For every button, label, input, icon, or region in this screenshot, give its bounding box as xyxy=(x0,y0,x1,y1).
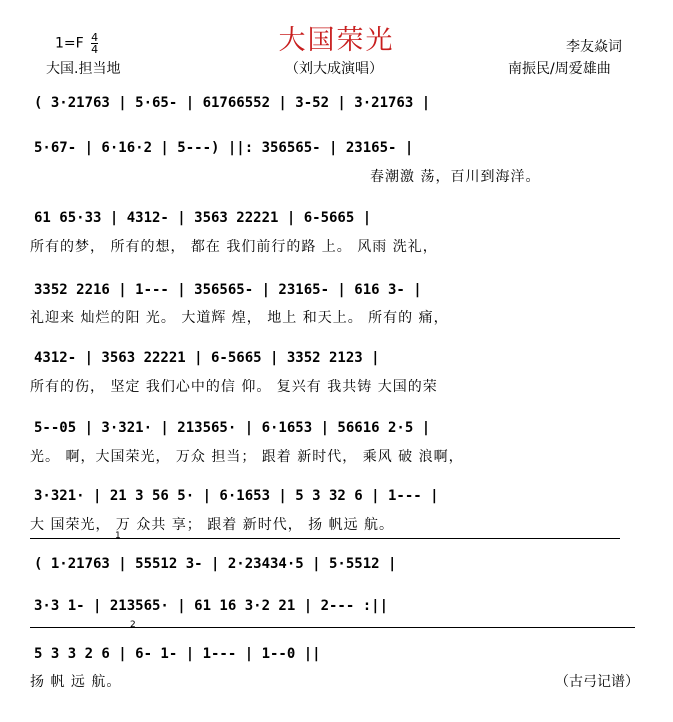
time-signature xyxy=(91,32,98,55)
lyrics-row-10: 扬 帆 远 航。 xyxy=(30,674,122,690)
lyrics-row-5: 所有的伤， 坚定 我们心中的信 仰。 复兴有 我共铸 大国的荣 xyxy=(30,379,438,395)
notation-row-8: ( 1·21763 | 55512 3- | 2·23434·5 | 5·5512 | xyxy=(34,556,397,572)
lyrics-row-2: 春潮激 荡，百川到海洋。 xyxy=(370,169,541,185)
notation-row-7: 3·321· | 21 3 56 5· | 6·1653 | 5 3 32 6 | 1--- | xyxy=(34,488,439,504)
volta-1-label: 1 xyxy=(115,531,121,541)
composer: 南振民/周爱雄曲 xyxy=(508,61,611,77)
lyrics-row-3: 所有的梦， 所有的想， 都在 我们前行的路 上。 风雨 洗礼， xyxy=(30,239,438,255)
lyrics-row-4: 礼迎来 灿烂的阳 光。 大道辉 煌， 地上 和天上。 所有的 痛， xyxy=(30,310,449,326)
key-signature xyxy=(55,32,98,55)
transcriber-credit: （古弓记谱） xyxy=(555,674,639,690)
notation-row-5: 4312- | 3563 22221 | 6-5665 | 3352 2123 | xyxy=(34,350,380,366)
notation-row-1: ( 3·21763 | 5·65- | 61766552 | 3-52 | 3·21763 | xyxy=(34,95,431,111)
subtitle-left: 大国.担当地 xyxy=(46,61,121,77)
notation-row-2: 5·67- | 6·16·2 | 5---) ||: 356565- | 23165- | xyxy=(34,140,414,156)
performer: （刘大成演唱） xyxy=(285,61,383,77)
lyrics-row-6: 光。 啊，大国荣光， 万众 担当； 跟着 新时代， 乘风 破 浪啊， xyxy=(30,449,464,465)
notation-row-3: 61 65·33 | 4312- | 3563 22221 | 6-5665 | xyxy=(34,210,372,226)
volta-2-label: 2 xyxy=(130,620,136,630)
notation-row-9: 3·3 1- | 213565· | 61 16 3·2 21 | 2--- :|| xyxy=(34,598,389,614)
key-label: 1=F xyxy=(55,35,84,52)
notation-row-6: 5--05 | 3·321· | 213565· | 6·1653 | 56616 2·5 | xyxy=(34,420,431,436)
time-bottom: 4 xyxy=(91,43,99,56)
notation-row-4: 3352 2216 | 1--- | 356565- | 23165- | 616 3- | xyxy=(34,282,422,298)
time-top: 4 xyxy=(91,31,99,44)
lyricist: 李友焱词 xyxy=(566,39,622,55)
volta-2-line xyxy=(30,627,635,628)
notation-row-10: 5 3 3 2 6 | 6- 1- | 1--- | 1--0 || xyxy=(34,646,321,662)
song-title: 大国荣光 xyxy=(278,25,395,56)
lyrics-row-7: 大 国荣光， 万 众共 享； 跟着 新时代， 扬 帆远 航。 xyxy=(30,517,395,533)
